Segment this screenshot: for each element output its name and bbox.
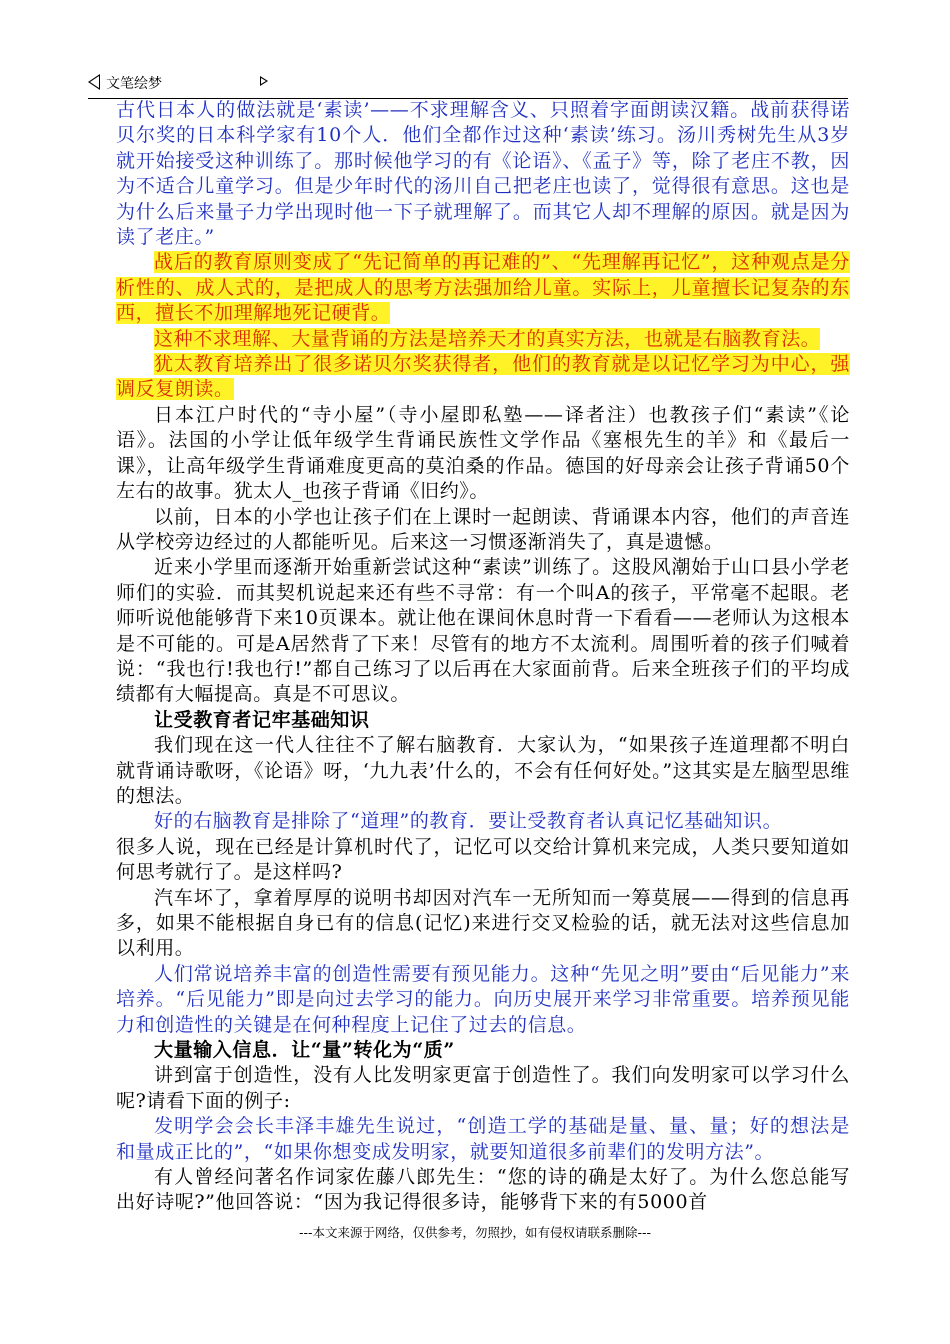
page-footer: ---本文来源于网络，仅供参考，勿照抄，如有侵权请联系删除--- (298, 1225, 652, 1240)
brand-label: 文笔绘梦 (106, 76, 162, 92)
paragraph-car-manual: 汽车坏了，拿着厚厚的说明书却因对汽车一无所知而一筹莫展——得到的信息再多，如果不能根据自身已有的信息(记忆)来进行交叉检验的话，就无法对这些信息加以利用。 (116, 886, 850, 960)
section-heading-basics: 让受教育者记牢基础知识 (154, 708, 370, 731)
paragraph-toyosawa-quote: 发明学会会长丰泽丰雄先生说过，“创造工学的基础是量、量、量；好的想法是和量成正比的”，“如果你想变成发明家，就要知道很多前辈们的发明方法”。 (116, 1115, 850, 1163)
arrow-left-icon (88, 74, 100, 90)
paragraph-good-right-brain: 好的右脑教育是排除了“道理”的教育．要让受教育者认真记忆基础知识。 (154, 810, 783, 833)
highlight-genius-method: 这种不求理解、大量背诵的方法是培养天才的真实方法，也就是右脑教育法。 (154, 327, 821, 350)
page-header (88, 72, 848, 99)
paragraph-genius-method (116, 327, 850, 352)
highlight-jewish-education: 犹太教育培养出了很多诺贝尔奖获得者，他们的教育就是以记忆学习为中心，强调反复朗读。 (116, 353, 850, 401)
paragraph-jewish-education (116, 352, 850, 403)
arrow-right-icon (260, 76, 268, 86)
paragraph-right-brain-misunderstanding: 我们现在这一代人往往不了解右脑教育．大家认为，“如果孩子连道理都不明白就背诵诗歌呀，《论语》呀，‘九九表’什么的，不会有任何好处。”这其实是左脑型思维的想法。 (116, 734, 850, 807)
paragraph-japan-schools: 以前，日本的小学也让孩子们在上课时一起朗读、背诵课本内容，他们的声音连从学校旁边经过的人都能听见。后来这一习惯逐渐消失了，真是遗憾。 (116, 505, 850, 553)
paragraph-yamaguchi-experiment: 近来小学里而逐渐开始重新尝试这种“素读”训练了。这股风潮始于山口县小学老师们的实验．而其契机说起来还有些不寻常：有一个叫A的孩子，平常毫不起眼。老师听说他能够背下来10页课本。就让他在课间休息时背一下看看——老师认为这根本是不可能的。可是A居然背了下来！尽管有的地方不太流利。周围听着的孩子们喊着说：“我也行!我也行!”都自己练习了以后再在大家面前背。后来全班孩子们的平均成绩都有大幅提高。真是不可思议。 (116, 556, 850, 706)
highlight-children-memorize: 儿童擅长记复杂的东西，擅长不加理解地死记硬背。 (116, 276, 850, 325)
paragraph-foresight: 人们常说培养丰富的创造性需要有预见能力。这种“先见之明”要由“后见能力”来培养。“后见能力”即是向过去学习的能力。向历史展开来学习非常重要。培养预见能力和创造性的关键是在何种程度上记住了过去的信息。 (116, 962, 850, 1036)
paragraph-computer-age: 很多人说，现在已经是计算机时代了，记忆可以交给计算机来完成，人类只要知道如何思考就行了。是这样吗? (116, 835, 850, 884)
paragraph-terakoya: 日本江户时代的“寺小屋”（寺小屋即私塾——译者注）也教孩子们“素读”《论语》。法国的小学让低年级学生背诵民族性文学作品《塞根先生的羊》和《最后一课》，让高年级学生背诵难度更高的莫泊桑的作品。德国的好母亲会让孩子背诵50个左右的故事。犹太人_也孩子背诵《旧约》。 (116, 403, 850, 503)
highlight-postwar: 战后的教育原则变成了“先记简单的再记难的”、“先理解再记忆”，这种观点是分析性的、成人式的，是把成人的思考方法强加给儿童。实际上， (116, 251, 850, 299)
paragraph-sato-hachiro: 有人曾经问著名作词家佐藤八郎先生：“您的诗的确是太好了。为什么您总能写出好诗呢?”他回答说：“因为我记得很多诗，能够背下来的有5000首 (116, 1166, 850, 1214)
paragraph-inventors: 讲到富于创造性，没有人比发明家更富于创造性了。我们向发明家可以学习什么呢?请看下面的例子: (116, 1064, 850, 1112)
document-body (116, 98, 850, 1216)
paragraph-postwar-principle (116, 250, 850, 326)
section-heading-quantity-quality: 大量输入信息．让“量”转化为“质” (154, 1039, 455, 1062)
paragraph-sudoku-history: 古代日本人的做法就是‘素读’——不求理解含义、只照着字面朗读汉籍。战前获得诺贝尔奖的日本科学家有10个人．他们全都作过这种‘素读’练习。汤川秀树先生从3岁就开始接受这种训练了。那时候他学习的有《论语》、《孟子》等，除了老庄不教，因为不适合儿童学习。但是少年时代的汤川自己把老庄也读了，觉得很有意思。这也是为什么后来量子力学出现时他一下子就理解了。而其它人却不理解的原因。就是因为读了老庄。” (116, 99, 850, 249)
